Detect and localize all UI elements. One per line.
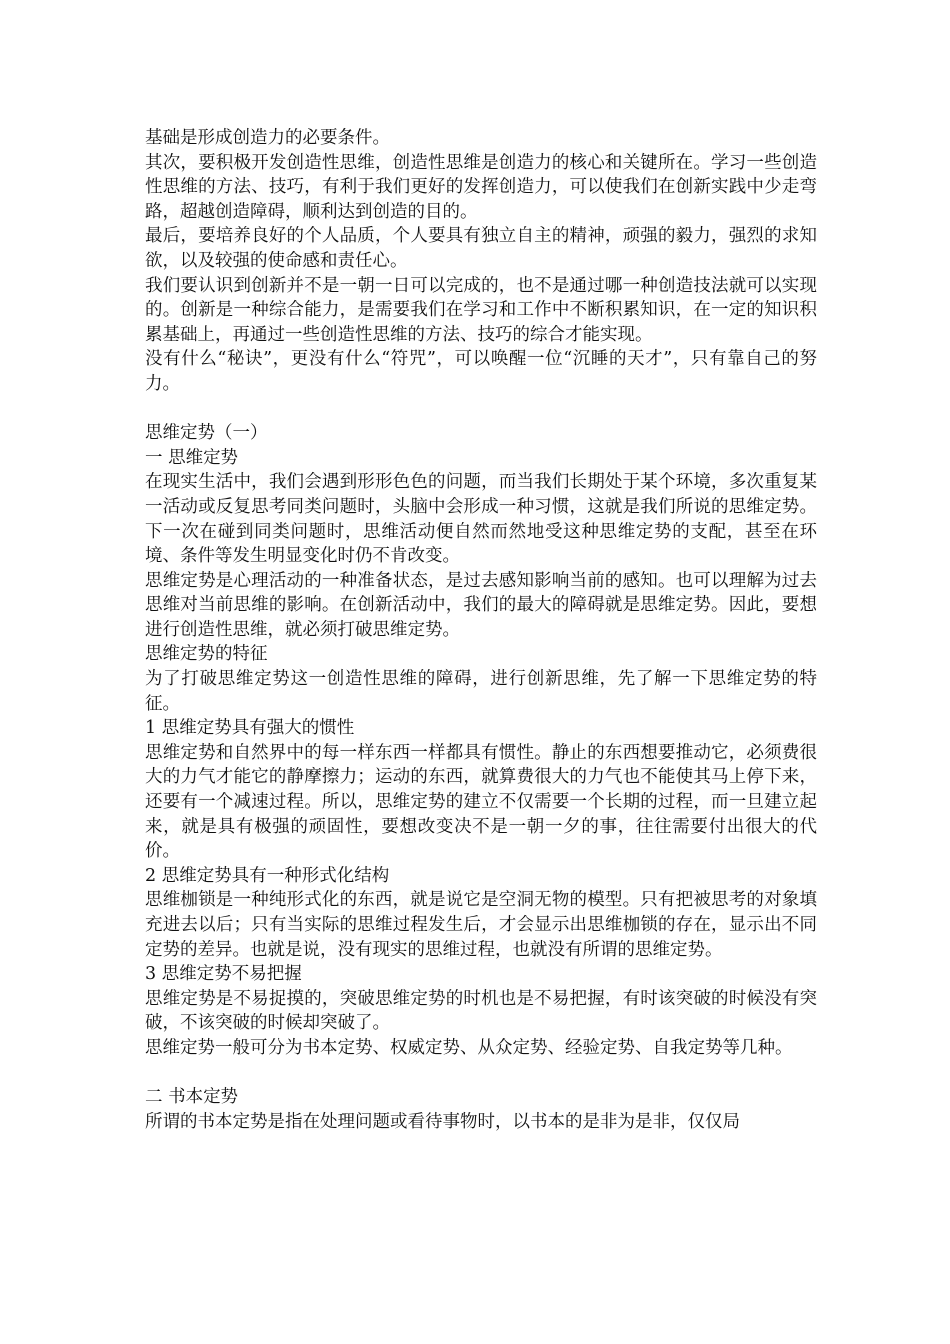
subheading: 思维定势的特征 xyxy=(145,644,268,665)
paragraph: 最后，要培养良好的个人品质，个人要具有独立自主的精神，顽强的毅力，强烈的求知欲，以及较强的使命感和责任心。 xyxy=(145,226,817,271)
section-title: 思维定势（一） xyxy=(145,423,268,444)
subheading: 2 思维定势具有一种形式化结构 xyxy=(145,865,390,886)
paragraph: 在现实生活中，我们会遇到形形色色的问题，而当我们长期处于某个环境，多次重复某一活动或反复思考同类问题时，头脑中会形成一种习惯，这就是我们所说的思维定势。下一次在碰到同类问题时，思维活动便自然而然地受这种思维定势的支配，甚至在环境、条件等发生明显变化时仍不肯改变。 xyxy=(145,472,817,567)
paragraph: 我们要认识到创新并不是一朝一日可以完成的，也不是通过哪一种创造技法就可以实现的。创新是一种综合能力，是需要我们在学习和工作中不断积累知识，在一定的知识积累基础上，再通过一些创造性思维的方法、技巧的综合才能实现。 xyxy=(145,275,817,345)
paragraph: 思维定势和自然界中的每一样东西一样都具有惯性。静止的东西想要推动它，必须费很大的力气才能它的静摩擦力；运动的东西，就算费很大的力气也不能使其马上停下来，还要有一个减速过程。所以，思维定势的建立不仅需要一个长期的过程，而一旦建立起来，就是具有极强的顽固性，要想改变决不是一朝一夕的事，往往需要付出很大的代价。 xyxy=(145,742,817,862)
paragraph: 思维枷锁是一种纯形式化的东西，就是说它是空洞无物的模型。只有把被思考的对象填充进去以后；只有当实际的思维过程发生后，才会显示出思维枷锁的存在，显示出不同定势的差异。也就是说，没有现实的思维过程，也就没有所谓的思维定势。 xyxy=(145,890,817,960)
paragraph: 思维定势是心理活动的一种准备状态，是过去感知影响当前的感知。也可以理解为过去思维对当前思维的影响。在创新活动中，我们的最大的障碍就是思维定势。因此，要想进行创造性思维，就必须打破思维定势。 xyxy=(145,570,817,640)
paragraph: 思维定势一般可分为书本定势、权威定势、从众定势、经验定势、自我定势等几种。 xyxy=(145,1037,793,1058)
subheading: 3 思维定势不易把握 xyxy=(145,964,302,985)
blank-line xyxy=(145,1061,817,1086)
paragraph: 思维定势是不易捉摸的，突破思维定势的时机也是不易把握，有时该突破的时候没有突破，不该突破的时候却突破了。 xyxy=(145,988,817,1034)
paragraph: 没有什么“秘诀”，更没有什么“符咒”，可以唤醒一位“沉睡的天才”，只有靠自己的努力。 xyxy=(145,349,817,394)
paragraph: 基础是形成创造力的必要条件。 xyxy=(145,128,390,148)
paragraph: 为了打破思维定势这一创造性思维的障碍，进行创新思维，先了解一下思维定势的特征。 xyxy=(145,669,817,714)
section-heading: 二 书本定势 xyxy=(145,1087,239,1108)
paragraph: 其次，要积极开发创造性思维，创造性思维是创造力的核心和关键所在。学习一些创造性思维的方法、技巧，有利于我们更好的发挥创造力，可以使我们在创新实践中少走弯路，超越创造障碍，顺利达到创造的目的。 xyxy=(145,152,817,222)
section-heading: 一 思维定势 xyxy=(145,447,239,468)
document-body xyxy=(145,126,817,1134)
subheading: 1 思维定势具有强大的惯性 xyxy=(145,718,355,739)
paragraph: 所谓的书本定势是指在处理问题或看待事物时，以书本的是非为是非，仅仅局 xyxy=(145,1111,740,1132)
blank-line xyxy=(145,397,817,422)
